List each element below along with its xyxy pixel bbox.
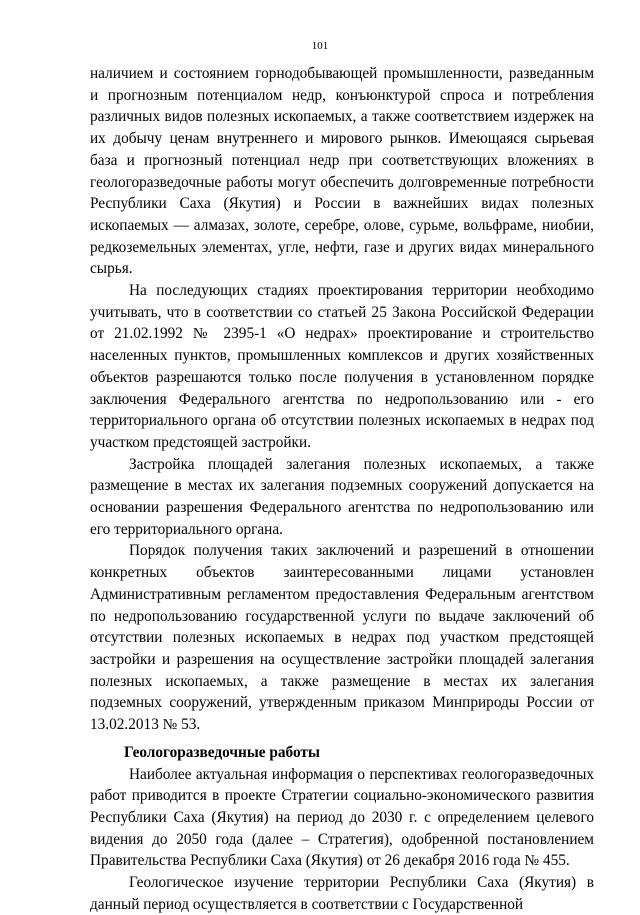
paragraph-procedure: Порядок получения таких заключений и разрешений в отношении конкретных объектов заинтересованными лицами установлен Административным регламентом предоставления Федеральным агентством по недропользованию государственной услуги по выдаче заключений об отсутствии полезных ископаемых в недрах под участком предстоящей застройки и разрешения на осуществление застройки площадей залегания полезных ископаемых, а также размещение в местах их залегания подземных сооружений, утвержденным приказом Минприроды России от 13.02.2013 № 53. (90, 542, 594, 734)
paragraph-law-requirement: На последующих стадиях проектирования территории необходимо учитывать, что в соответствии со статьей 25 Закона Российской Федерации от 21.02.1992 № 2395-1 «О недрах» проектирование и строительство населенных пунктов, промышленных комплексов и других хозяйственных объектов разрешаются только после получения в установленном порядке заключения Федерального агентства по недропользованию или - его территориального органа об отсутствии полезных ископаемых в недрах под участком предстоящей застройки. (90, 282, 594, 451)
section-heading: Геологоразведочные работы (124, 743, 320, 761)
page-number: 101 (311, 40, 329, 52)
document-body (90, 63, 594, 915)
paragraph-construction-permission: Застройка площадей залегания полезных ископаемых, а также размещение в местах их залегания подземных сооружений допускается на основании разрешения Федерального агентства по недропользованию или его территориального органа. (90, 455, 594, 538)
paragraph-continuation: наличием и состоянием горнодобывающей промышленности, разведанным и прогнозным потенциалом недр, конъюнктурой спроса и потребления различных видов полезных ископаемых, а также соответствием издержек на их добычу ценам внутреннего и мирового рынков. Имеющаяся сырьевая база и прогнозный потенциал недр при соответствующих вложениях в геологоразведочные работы могут обеспечить долговременные потребности Республики Саха (Якутия) и России в важнейших видах полезных ископаемых — алмазах, золоте, серебре, олове, сурьме, вольфраме, ниобии, редкоземельных элементах, угле, нефти, газе и других видах минерального сырья. (90, 65, 594, 278)
paragraph-strategy: Наиболее актуальная информация о перспективах геологоразведочных работ приводится в проекте Стратегии социально-экономического развития Республики Саха (Якутия) на период до 2030 г. с определением целевого видения до 2050 года (далее – Стратегия), одобренной постановлением Правительства Республики Саха (Якутия) от 26 декабря 2016 года № 455. (90, 765, 594, 870)
paragraph-geological-study: Геологическое изучение территории Республики Саха (Якутия) в данный период осуществляется в соответствии с Государственной (90, 874, 594, 913)
